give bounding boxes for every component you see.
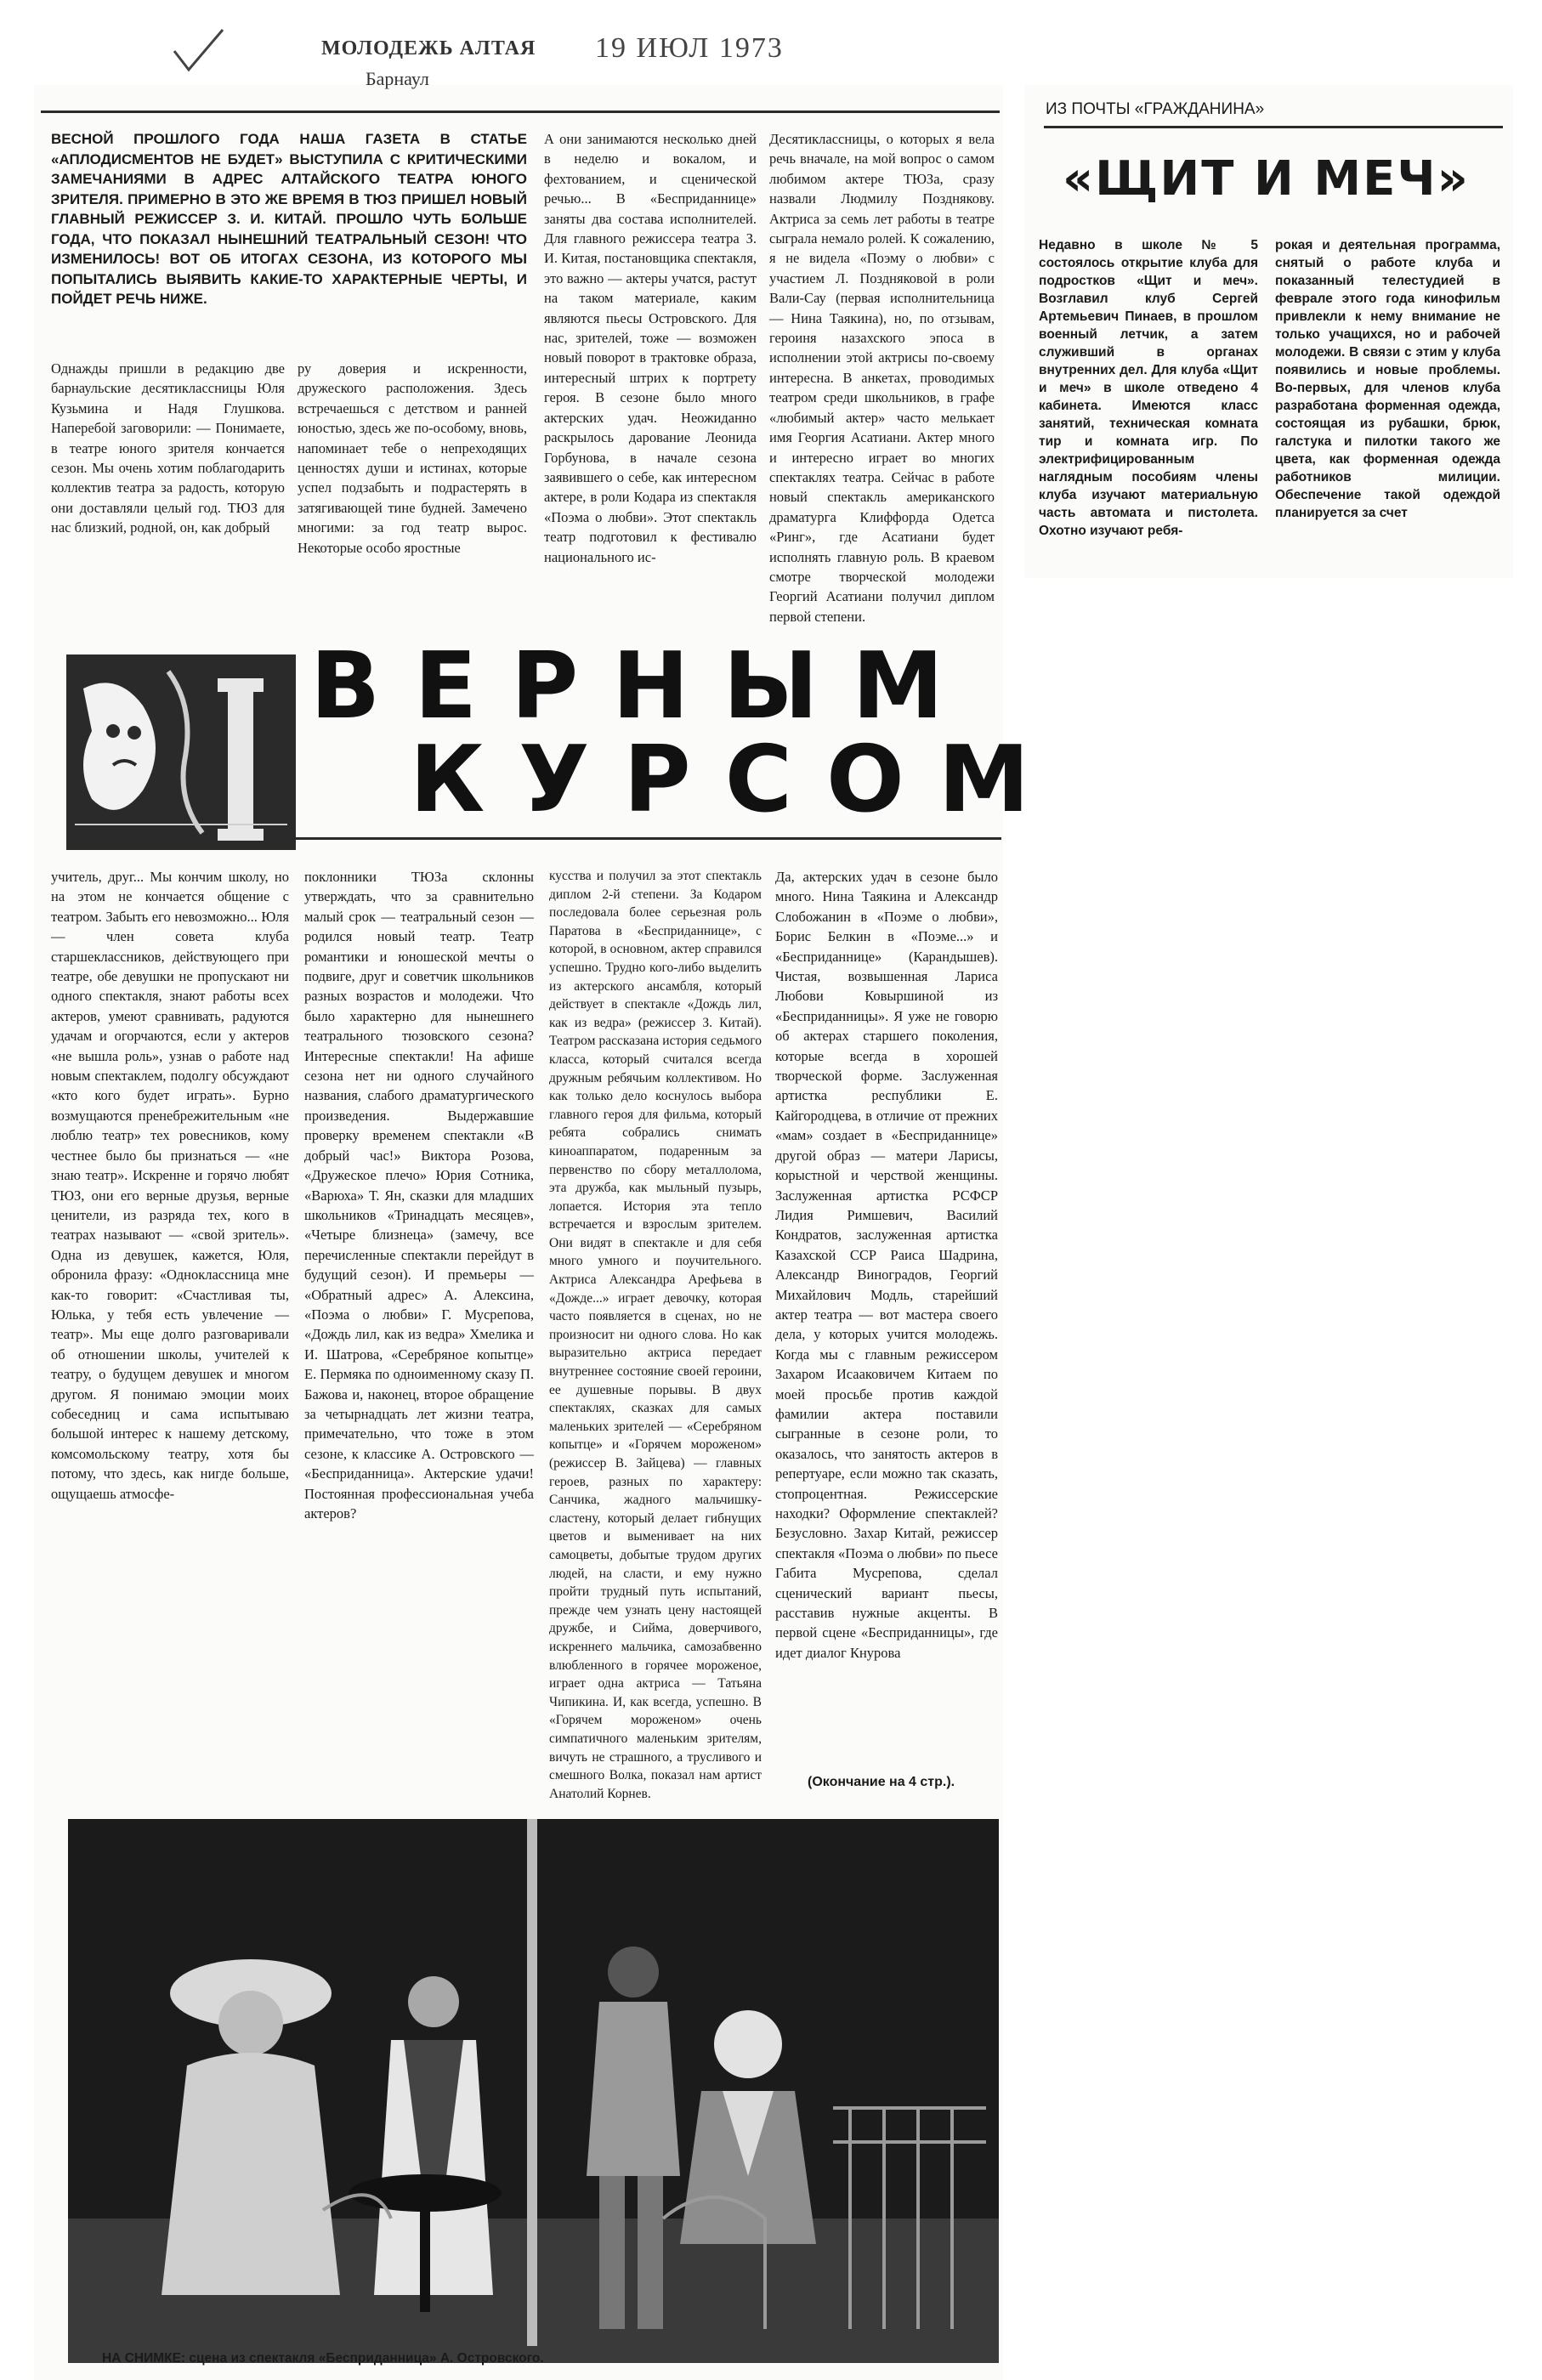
article-column-3: кусства и получил за этот спектакль диплом 2-й степени. За Кодаром последовала более серьезная роль Паратова в «Бесприданнице», с которой, в основном, актер справился успешно. Трудно кого-либо выделить из актерского ансамбля, который действует в спектакле «Дождь лил, как из ведра» (режиссер З. Китай). Театром рассказана история седьмого класса, который считался всегда дружным ребячьим коллективом. Но как только дело коснулось выбора главного героя для фильма, который ребята собрались снимать киноаппаратом, подаренным за первенство по сбору металлолома, эта дружба, как мыльный пузырь, лопается. История эта тепло встречается и взрослым зрителем. Они видят в спектакле и для себя много умного и поучительного. Актриса Александра Арефьева в «Дожде...» играет девочку, которая часто появляется в сценах, но не произносит ни одного слова. Но как выразительно актриса передает внутреннее состояние своей героини, ее душевные порывы. В двух спектаклях, сказках для самых маленьких зрителей — «Серебряном копытце» и «Горячем мороженом» (режиссер В. Зайцева) — главных героев, разных по характеру: Санчика, жадного мальчишку-сластену, который делает гибнущих цветов и выменивает на них самоцветы, добытые трудом других людей, на сласти, и ему нужно пройти трудный путь испытаний, прежде чем узнать цену настоящей дружбе, и Сийма, доверчивого, искреннего мальчика, самозабвенно влюбленного в горячее мороженое, играет одна актриса — Татьяна Чипикина. И, как всегда, успешно. В «Горячем мороженом» очень симпатичного маленьким зрителям, вичуть не страшного, а трусливого и смешного Волка, показал нам артист Анатолий Корнев. <box>549 869 762 1801</box>
headline-line-2: КУРСОМ <box>410 727 1064 833</box>
article-column-top-3: А они занимаются несколько дней в неделю и вокалом, и фехтованием, и сценической речью... В «Бесприданнице» заняты два состава исполнителей. Для главного режиссера театра З. И. Китая, постановщика спектакля, это важно — актеры учатся, растут на таком материале, каким являются пьесы Островского. Для нас, зрителей, тоже — возможен новый поворот в трактовке образа, интересный штрих к портрету героя. В сезоне было много актерских удач. Неожиданно раскрылось дарование Леонида Горбунова, в начале сезона заявившего о себе, как интересном актере, в роли Кодара из спектакля «Поэма о любви». Этот спектакль театр подготовил к фестивалю национального ис- <box>544 131 757 565</box>
date-stamp: 19 ИЮЛ 1973 <box>595 32 784 64</box>
caption-lead: НА СНИМКЕ: <box>102 2351 186 2366</box>
pencil-check-mark <box>170 26 230 76</box>
continuation-note: (Окончание на 4 стр.). <box>808 1775 955 1789</box>
side-column-1: Недавно в школе № 5 состоялось открытие клуба для подростков «Щит и меч». Возглавил клуб Сергей Артемьевич Пинаев, в прошлом военный летчик, а затем служивший в органах внутренних дел. Для клуба «Щит и меч» в школе отведено 4 кабинета. Имеются класс занятий, техническая комната тир и комната игр. По электрифицированным наглядным пособиям члены клуба изучают материальную часть автомата и пистолета. Охотно изучают ребя- <box>1039 238 1258 538</box>
newspaper-stamp: МОЛОДЕЖЬ АЛТАЯ <box>321 37 536 60</box>
photo-caption <box>102 2351 544 2366</box>
theatre-masks-emblem <box>66 654 296 850</box>
article-lead: ВЕСНОЙ ПРОШЛОГО ГОДА НАША ГАЗЕТА В СТАТЬЕ «АПЛОДИСМЕНТОВ НЕ БУДЕТ» ВЫСТУПИЛА С КРИТИЧЕСКИМИ ЗАМЕЧАНИЯМИ В АДРЕС АЛТАЙСКОГО ТЕАТРА ЮНОГО ЗРИТЕЛЯ. ПРИМЕРНО В ЭТО ЖЕ ВРЕМЯ В ТЮЗ ПРИШЕЛ НОВЫЙ ГЛАВНЫЙ РЕЖИССЕР З. И. КИТАЙ. ПРОШЛО ЧУТЬ БОЛЬШЕ ГОДА, ЧТО ПОКАЗАЛ НЫНЕШНИЙ ТЕАТРАЛЬНЫЙ СЕЗОН! ЧТО ИЗМЕНИЛОСЬ! ВОТ ОБ ИТОГАХ СЕЗОНА, ИЗ КОТОРОГО МЫ ПОПЫТАЛИСЬ ВЫЯВИТЬ КАКИЕ-ТО ХАРАКТЕРНЫЕ ЧЕРТЫ, И ПОЙДЕТ РЕЧЬ НИЖЕ. <box>51 131 527 307</box>
stage-photo <box>68 1819 999 2363</box>
headline-rule <box>289 837 1001 840</box>
headline-line-1: ВЕРНЫМ <box>310 633 978 740</box>
side-column-2: рокая и деятельная программа, снятый о работе клуба и показанный телестудией в феврале этого года кинофильм привлекли к нему внимание не только учащихся, но и рабочей молодежи. В связи с этим у клуба появились и новые проблемы. Во-первых, для членов клуба разработана форменная одежда, состоящая из рубашки, брюк, галстука и пилотки такого же цвета, как форменная одежда работников милиции. Обеспечение такой одеждой планируется за счет <box>1275 238 1500 520</box>
article-column-top-4: Десятиклассницы, о которых я вела речь вначале, на мой вопрос о самом любимом актере ТЮЗа, сразу назвали Людмилу Позднякову. Актриса за семь лет работы в театре сыграла немало ролей. К сожалению, я не видела «Поэму о любви» с участием Л. Поздняковой в роли Вали-Сау (первая исполнительница — Нина Таякина), но, по отзывам, героиня назахского эпоса в исполнении этой актрисы по-своему интересна. В анкетах, проводимых театром среди школьников, в графе «любимый актер» часто мелькает имя Георгия Асатиани. Актер много и интересно играет во многих спектаклях театра. Сейчас в работе новый спектакль американского драматурга Клиффорда Одетса «Ринг», где Асатиани будет исполнять главную роль. В краевом смотре творческой молодежи Георгий Асатиани получил диплом первой степени. <box>769 131 995 625</box>
article-column-2: поклонники ТЮЗа склонны утверждать, что за сравнительно малый срок — театральный сезон — родился новый театр. Театр романтики и юношеской мечты о подвиге, друг и советчик школьников разных возрастов и молодежи. Что было характерно для нынешнего театрального тюзовского сезона? Интересные спектакли! На афише сезона нет ни одного случайного названия, слабого драматургического произведения. Выдержавшие проверку временем спектакли «В добрый час!» Виктора Розова, «Дружеское плечо» Юрия Сотника, «Варюха» Т. Ян, сказки для младших школьников «Тринадцать месяцев», «Четыре близнеца» (замечу, все перечисленные спектакли перейдут в будущий сезон). И премьеры — «Обратный адрес» А. Алексина, «Поэма о любви» Г. Мусрепова, «Дождь лил, как из ведра» Хмелика и И. Шатрова, «Серебряное копытце» Е. Пермяка по одноименному сказу П. Бажова и, наконец, второе обращение за четырнадцать лет жизни театра, примечательно, что тоже в этом сезоне, к классике А. Островского — «Бесприданница». Актерские удачи! Постоянная профессиональная учеба актеров? <box>304 869 534 1522</box>
side-headline: «ЩИТ И МЕЧ» <box>1063 151 1470 207</box>
city-stamp: Барнаул <box>366 68 429 89</box>
side-rule <box>1044 126 1503 128</box>
article-column-top-2: ру доверия и искренности, дружеского расположения. Здесь встречаешься с детством и ранней юностью, здесь же по-особому, вновь, напоминает тебе о непреходящих ценностях души и истинах, которые успел подзабыть и подрастерять в затягивающей тине будней. Замечено многими: за год театр вырос. Некоторые особо яростные <box>298 360 527 556</box>
article-column-top-1: Однажды пришли в редакцию две барнаульские десятиклассницы Юля Кузьмина и Надя Глушкова. Наперебой заговорили: — Понимаете, в театре юного зрителя кончается сезон. Мы очень хотим поблагодарить коллектив театра за радость, которую они доставляли целый год. ТЮЗ для нас близкий, родной, он, как добрый <box>51 360 285 536</box>
top-rule <box>41 110 1000 113</box>
side-rubric: ИЗ ПОЧТЫ «ГРАЖДАНИНА» <box>1046 100 1265 118</box>
article-column-4: Да, актерских удач в сезоне было много. Нина Таякина и Александр Слобожанин в «Поэме о любви», Борис Белкин в «Поэме...» и «Бесприданнице» (Карандышев). Чистая, возвышенная Лариса Любови Ковыршиной из «Бесприданницы». Я уже не говорю об актерах старшего поколения, которые всегда в хорошей творческой форме. Заслуженная артистка республики Е. Кайгородцева, в отличие от прежних «мам» создает в «Бесприданнице» другой образ — матери Ларисы, корыстной и черствой женщины. Заслуженная артистка РСФСР Лидия Римшевич, Василий Кондратов, заслуженная артистка Казахской ССР Раиса Шадрина, Александр Виноградов, Георгий Михайлович Модль, старейший актер театра — вот мастера своего дела, у которых учится молодежь. Когда мы с главным режиссером Захаром Исааковичем Китаем по моей просьбе против каждой фамилии актера поставили сыгранные в сезоне роли, то оказалось, что занятость актеров в репертуаре, если можно так сказать, стопроцентная. Режиссерские находки? Оформление спектаклей? Безусловно. Захар Китай, режиссер спектакля «Поэма о любви» по пьесе Габита Мусрепова, сделал сценический вариант пьесы, расставив нужные акценты. В первой сцене «Бесприданницы», где идет диалог Кнурова <box>775 869 998 1661</box>
caption-text: сцена из спектакля «Бесприданница» А. Островского. <box>189 2351 544 2366</box>
article-column-1: учитель, друг... Мы кончим школу, но на этом не кончается общение с театром. Забыть его невозможно... Юля — член совета клуба старшеклассников, действующего при театре, обе девушки не пропускают ни одного спектакля, знают работы всех актеров, умеют сравнивать, радуются удачам и огорчаются, если у актеров «не вышла роль», узнав о работе над новым спектаклем, подолгу обсуждают «кто кого будет играть». Бурно возмущаются пренебрежительным «не люблю театр» тех ровесников, кому честнее было бы признаться — «не знаю театр». Искренне и горячо любят ТЮЗ, они его верные друзья, верные ценители, из разряда тех, кого в театрах называют — «свой зритель». Одна из девушек, кажется, Юля, обронила фразу: «Одноклассница мне как-то говорит: «Счастливая ты, Юлька, у тебя есть увлечение — театр». Мы еще долго разговаривали об отношении школы, учителей к театру, о будущем девушек и многом другом. Я понимаю эмоции моих собеседниц и сама испытываю большой интерес к нашему детскому, комсомольскому театру, хотя бы потому, что здесь, как нигде больше, ощущаешь атмосфе- <box>51 869 289 1502</box>
